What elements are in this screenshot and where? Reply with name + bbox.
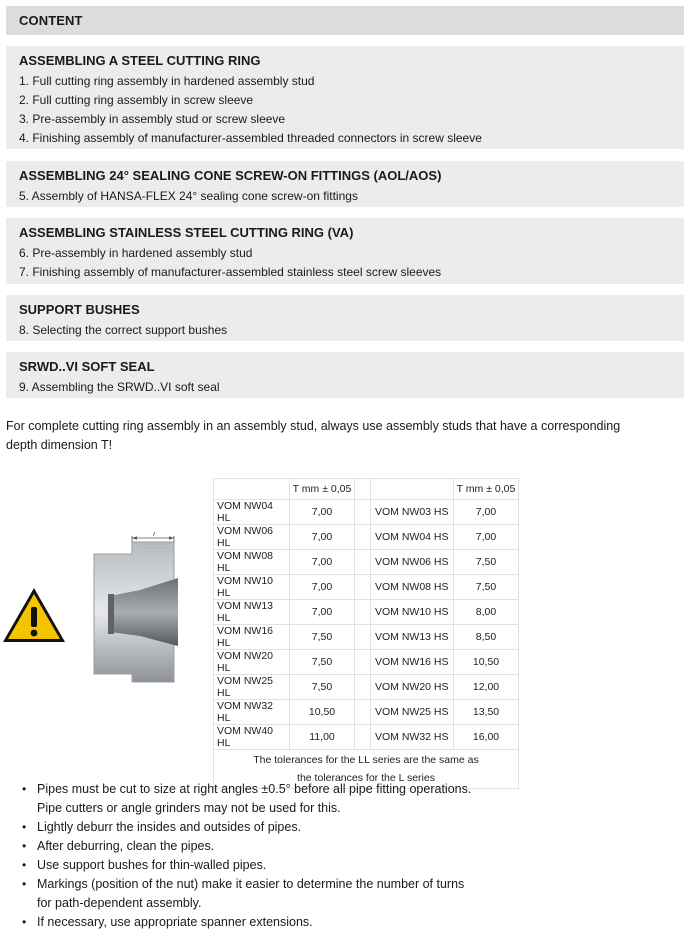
row-left-name: VOM NW16 HL [214, 625, 290, 650]
list-item-line: Use support bushes for thin-walled pipes. [37, 858, 267, 872]
table-header-row [214, 479, 519, 500]
list-item-line: Lightly deburr the insides and outsides of pipes. [37, 820, 302, 834]
list-item-line: If necessary, use appropriate spanner extensions. [37, 915, 313, 929]
row-gap [355, 500, 371, 525]
row-right-name: VOM NW10 HS [371, 600, 454, 625]
list-item [22, 780, 662, 818]
table-row [214, 550, 519, 575]
table-row [214, 650, 519, 675]
row-left-value: 11,00 [290, 725, 355, 750]
bullet-dot-icon: • [22, 858, 27, 872]
section-item: 7. Finishing assembly of manufacturer-assembled stainless steel screw sleeves [19, 265, 442, 279]
list-item [22, 856, 662, 875]
section-support-bushes [6, 295, 684, 341]
intro-line: For complete cutting ring assembly in an assembly stud, always use assembly studs that have a corresponding [6, 419, 621, 433]
section-item: 9. Assembling the SRWD..VI soft seal [19, 380, 220, 394]
section-steel-cutting-ring [6, 46, 684, 149]
row-right-name: VOM NW03 HS [371, 500, 454, 525]
list-item [22, 875, 662, 913]
header-empty [214, 479, 290, 500]
list-item-line: After deburring, clean the pipes. [37, 839, 215, 853]
row-right-name: VOM NW25 HS [371, 700, 454, 725]
row-left-name: VOM NW08 HL [214, 550, 290, 575]
list-item-line: Pipes must be cut to size at right angles ±0.5° before all pipe fitting operations. [37, 782, 472, 796]
section-title: ASSEMBLING 24° SEALING CONE SCREW-ON FITTINGS (AOL/AOS) [19, 168, 442, 183]
row-left-name: VOM NW40 HL [214, 725, 290, 750]
table-row [214, 625, 519, 650]
section-title: ASSEMBLING STAINLESS STEEL CUTTING RING (VA) [19, 225, 354, 240]
table-row [214, 725, 519, 750]
row-right-value: 16,00 [454, 725, 519, 750]
table-row [214, 675, 519, 700]
row-right-name: VOM NW04 HS [371, 525, 454, 550]
row-left-name: VOM NW06 HL [214, 525, 290, 550]
header-gap [355, 479, 371, 500]
section-item: 5. Assembly of HANSA-FLEX 24° sealing cone screw-on fittings [19, 189, 358, 203]
bullet-dot-icon: • [22, 915, 27, 929]
row-right-value: 7,50 [454, 575, 519, 600]
header-left: T mm ± 0,05 [290, 479, 355, 500]
content-header [6, 6, 684, 35]
warning-triangle-icon [0, 585, 68, 645]
row-left-value: 7,00 [290, 600, 355, 625]
section-item: 2. Full cutting ring assembly in screw sleeve [19, 93, 254, 107]
row-left-name: VOM NW13 HL [214, 600, 290, 625]
row-right-name: VOM NW13 HS [371, 625, 454, 650]
row-left-name: VOM NW25 HL [214, 675, 290, 700]
list-item [22, 913, 662, 932]
section-sealing-cone [6, 161, 684, 207]
row-gap [355, 525, 371, 550]
row-left-value: 7,50 [290, 650, 355, 675]
section-item: 3. Pre-assembly in assembly stud or screw sleeve [19, 112, 286, 126]
section-item: 6. Pre-assembly in hardened assembly stud [19, 246, 253, 260]
row-right-name: VOM NW06 HS [371, 550, 454, 575]
row-right-name: VOM NW08 HS [371, 575, 454, 600]
row-right-value: 7,50 [454, 550, 519, 575]
section-item: 8. Selecting the correct support bushes [19, 323, 228, 337]
row-right-value: 8,50 [454, 625, 519, 650]
table-row [214, 600, 519, 625]
row-left-value: 7,00 [290, 500, 355, 525]
tolerance-table [213, 478, 519, 789]
instruction-list [22, 780, 662, 932]
header-empty [371, 479, 454, 500]
row-left-name: VOM NW32 HL [214, 700, 290, 725]
section-soft-seal [6, 352, 684, 398]
bullet-dot-icon: • [22, 820, 27, 834]
list-item-line: Pipe cutters or angle grinders may not be used for this. [37, 801, 341, 815]
section-title: SUPPORT BUSHES [19, 302, 140, 317]
bullet-dot-icon: • [22, 877, 27, 891]
row-right-value: 7,00 [454, 500, 519, 525]
row-right-name: VOM NW20 HS [371, 675, 454, 700]
row-gap [355, 725, 371, 750]
row-left-name: VOM NW10 HL [214, 575, 290, 600]
row-gap [355, 575, 371, 600]
content-title: CONTENT [19, 13, 83, 28]
row-right-name: VOM NW16 HS [371, 650, 454, 675]
header-right: T mm ± 0,05 [454, 479, 519, 500]
row-gap [355, 600, 371, 625]
assembly-stud-drawing-icon [88, 532, 188, 692]
row-right-value: 13,50 [454, 700, 519, 725]
bullet-dot-icon: • [22, 839, 27, 853]
row-gap [355, 700, 371, 725]
row-left-name: VOM NW20 HL [214, 650, 290, 675]
intro-line: depth dimension T! [6, 438, 113, 452]
row-left-value: 10,50 [290, 700, 355, 725]
tolerance-note-line: The tolerances for the LL series are the same as [253, 754, 479, 766]
section-stainless-steel [6, 218, 684, 284]
table-row [214, 500, 519, 525]
row-right-value: 7,00 [454, 525, 519, 550]
section-title: ASSEMBLING A STEEL CUTTING RING [19, 53, 261, 68]
row-left-value: 7,00 [290, 525, 355, 550]
row-right-name: VOM NW32 HS [371, 725, 454, 750]
table-row [214, 575, 519, 600]
row-gap [355, 625, 371, 650]
section-item: 1. Full cutting ring assembly in hardened assembly stud [19, 74, 315, 88]
row-gap [355, 650, 371, 675]
tolerance-note-line: the tolerances for the L series [297, 772, 435, 784]
row-left-value: 7,00 [290, 575, 355, 600]
section-title: SRWD..VI SOFT SEAL [19, 359, 155, 374]
list-item [22, 818, 662, 837]
row-left-name: VOM NW04 HL [214, 500, 290, 525]
section-item: 4. Finishing assembly of manufacturer-assembled threaded connectors in screw sleeve [19, 131, 482, 145]
intro-text [6, 417, 646, 455]
row-left-value: 7,00 [290, 550, 355, 575]
row-right-value: 12,00 [454, 675, 519, 700]
row-left-value: 7,50 [290, 675, 355, 700]
table-row [214, 700, 519, 725]
row-right-value: 8,00 [454, 600, 519, 625]
list-item [22, 837, 662, 856]
list-item-line: Markings (position of the nut) make it easier to determine the number of turns [37, 877, 465, 891]
row-gap [355, 675, 371, 700]
row-gap [355, 550, 371, 575]
bullet-dot-icon: • [22, 782, 27, 796]
row-right-value: 10,50 [454, 650, 519, 675]
row-left-value: 7,50 [290, 625, 355, 650]
list-item-line: for path-dependent assembly. [37, 896, 202, 910]
dimension-label: T [151, 532, 157, 538]
table-row [214, 525, 519, 550]
